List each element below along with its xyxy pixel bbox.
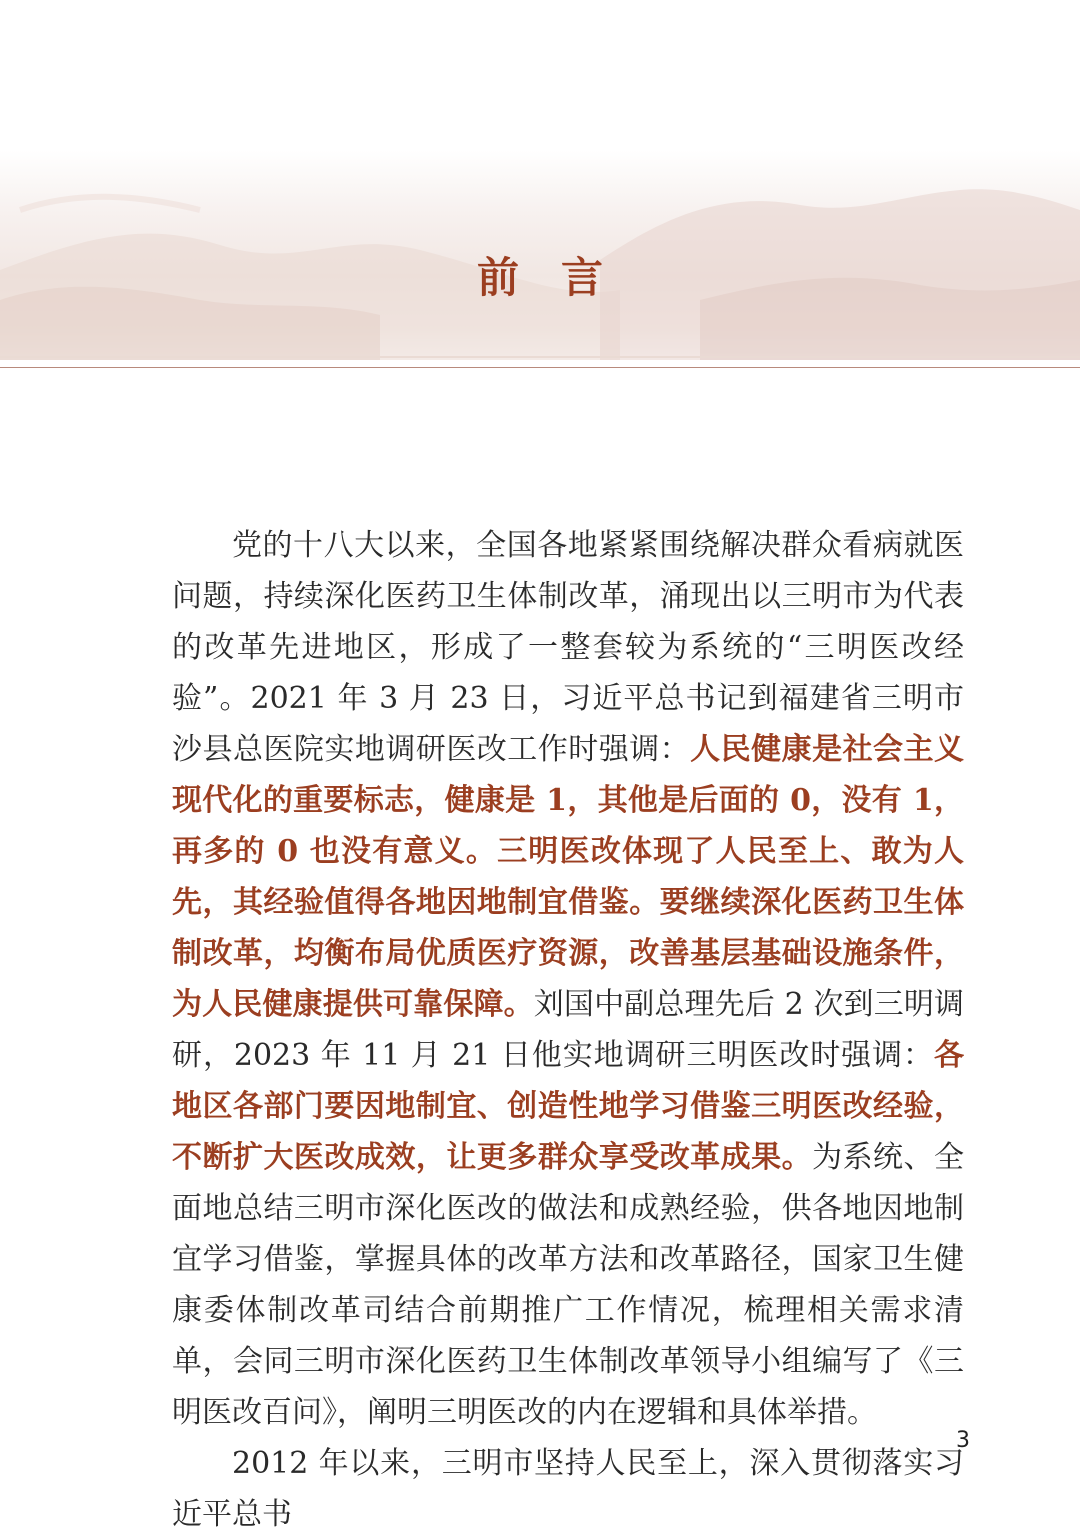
paragraph-run: 为系统、全面地总结三明市深化医改的做法和成熟经验，供各地因地制宜学习借鉴，掌握具体的改革方法和改革路径，国家卫生健康委体制改革司结合前期推广工作情况，梳理相关需求清单，会同三明市深化医药卫生体制改革领导小组编写了《三明医改百问》，阐明三明医改的内在逻辑和具体举措。 [172, 1140, 965, 1430]
emphasized-quote: 人民健康是社会主义现代化的重要标志，健康是 1，其他是后面的 0，没有 1，再多的 0 也没有意义。三明医改体现了人民至上、敢为人先，其经验值得各地因地制宜借鉴。要继续深化医药卫生体制改革，均衡布局优质医疗资源，改善基层基础设施条件，为人民健康提供可靠保障。 [172, 732, 965, 1022]
paragraph-2: 2012 年以来，三明市坚持人民至上，深入贯彻落实习近平总书 [172, 1446, 964, 1532]
emphasized-quote: 各地区各部门要因地制宜、创造性地学习借鉴三明医改经验，不断扩大医改成效，让更多群众享受改革成果。 [172, 1038, 964, 1175]
header-divider-light [0, 356, 1080, 358]
paragraph-run: 刘国中副总理先后 2 次到三明调研，2023 年 11 月 21 日他实地调研三明医改时强调： [172, 987, 965, 1073]
header-divider [0, 367, 1080, 368]
page-title: 前言 [476, 253, 645, 303]
paragraph-1 [172, 520, 964, 1438]
paragraph-run: 党的十八大以来，全国各地紧紧围绕解决群众看病就医问题，持续深化医药卫生体制改革，涌现出以三明市为代表的改革先进地区，形成了一整套较为系统的“三明医改经验”。2021 年 3 月 23 日，习近平总书记到福建省三明市沙县总医院实地调研医改工作时强调： [172, 528, 964, 767]
page-number: 3 [956, 1428, 970, 1453]
body-text [172, 520, 964, 1540]
